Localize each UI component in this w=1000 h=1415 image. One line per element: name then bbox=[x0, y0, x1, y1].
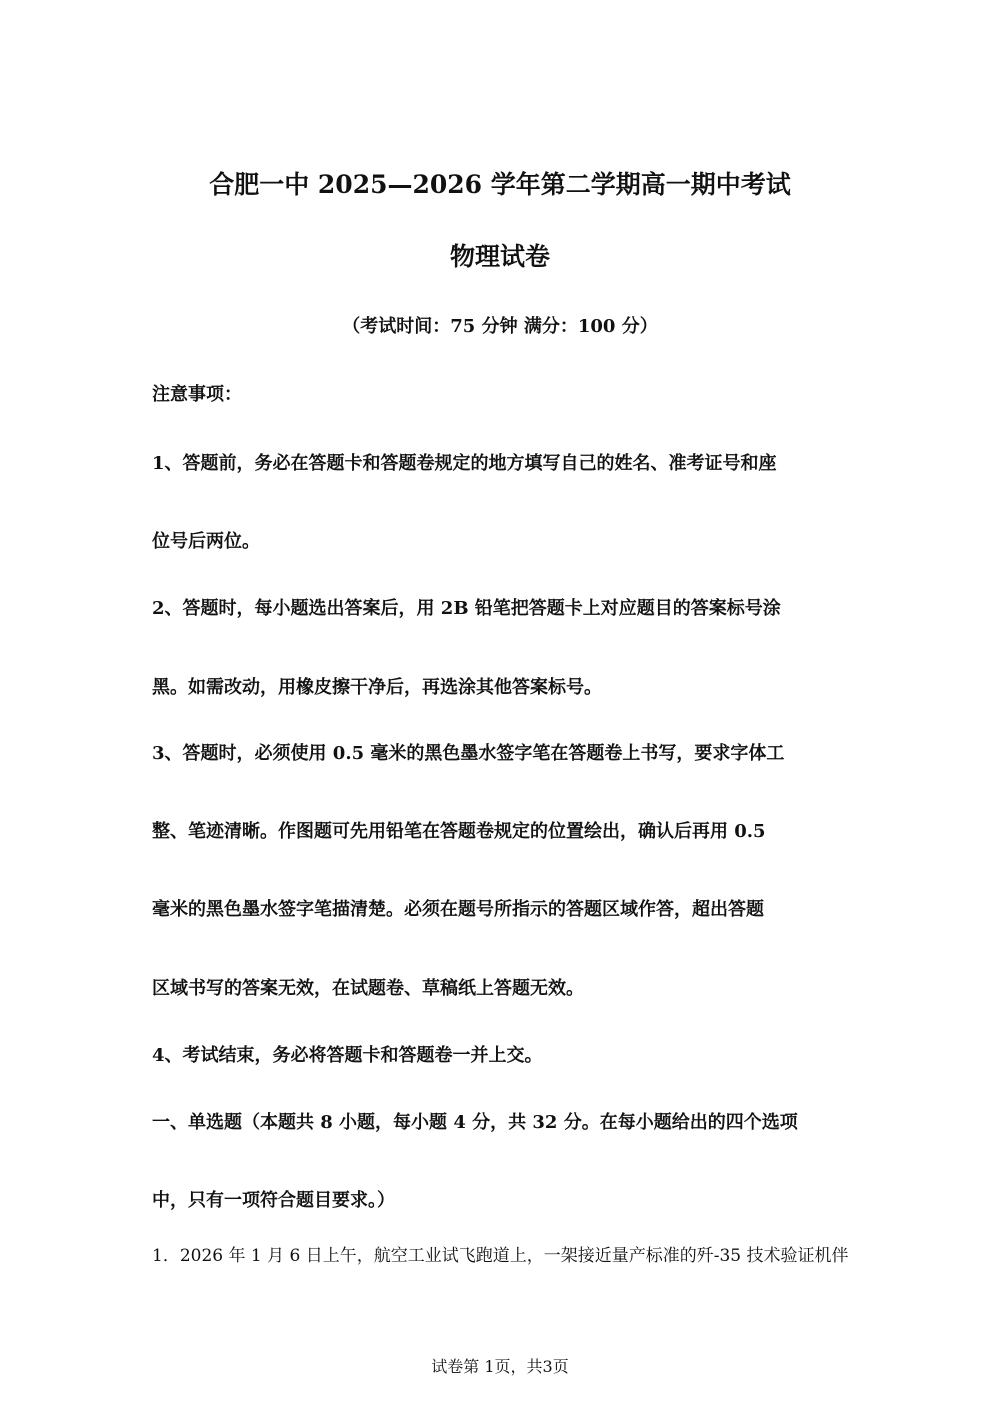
question-1-text: 1．2026 年 1 月 6 日上午，航空工业试飞跑道上，一架接近量产标准的歼-35 技术验证机伴 bbox=[152, 1246, 849, 1266]
section-heading: 中，只有一项符合题目要求。） bbox=[152, 1190, 395, 1211]
notice-line: 区域书写的答案无效，在试题卷、草稿纸上答题无效。 bbox=[152, 978, 584, 999]
notice-line: 3、答题时，必须使用 0.5 毫米的黑色墨水签字笔在答题卷上书写，要求字体工 bbox=[152, 743, 785, 764]
section-heading: 一、单选题（本题共 8 小题，每小题 4 分，共 32 分。在每小题给出的四个选项 bbox=[152, 1112, 798, 1133]
notice-line: 位号后两位。 bbox=[152, 531, 260, 552]
notice-line: 毫米的黑色墨水签字笔描清楚。必须在题号所指示的答题区域作答，超出答题 bbox=[152, 899, 764, 920]
exam-title: 合肥一中 2025—2026 学年第二学期高一期中考试 bbox=[209, 170, 791, 199]
notice-line: 黑。如需改动，用橡皮擦干净后，再选涂其他答案标号。 bbox=[152, 677, 602, 698]
page-footer: 试卷第 1页，共3页 bbox=[431, 1357, 569, 1376]
notice-line: 1、答题前，务必在答题卡和答题卷规定的地方填写自己的姓名、准考证号和座 bbox=[152, 453, 777, 474]
notice-line: 4、考试结束，务必将答题卡和答题卷一并上交。 bbox=[152, 1045, 543, 1066]
notice-heading: 注意事项： bbox=[152, 384, 242, 405]
exam-info: （考试时间：75 分钟 满分：100 分） bbox=[342, 316, 658, 337]
exam-subtitle: 物理试卷 bbox=[449, 242, 550, 271]
notice-line: 整、笔迹清晰。作图题可先用铅笔在答题卷规定的位置绘出，确认后再用 0.5 bbox=[152, 821, 766, 842]
notice-line: 2、答题时，每小题选出答案后，用 2B 铅笔把答题卡上对应题目的答案标号涂 bbox=[152, 598, 781, 619]
